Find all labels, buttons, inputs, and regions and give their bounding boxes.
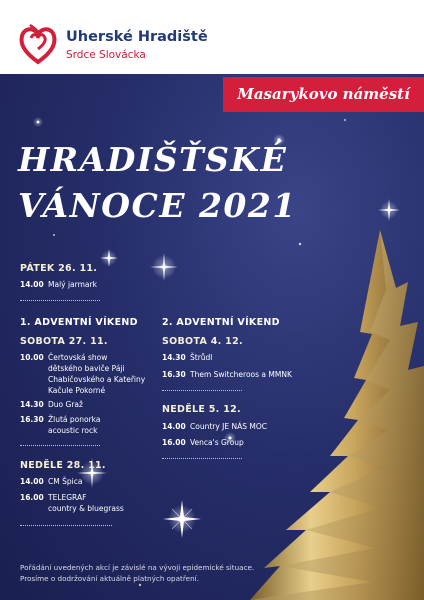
event-item [20,279,170,291]
event-name: Štrůdl [190,353,213,362]
event-item [20,414,170,438]
dotted-divider [162,458,242,459]
small-star-icon [344,119,346,121]
event-item [162,352,312,364]
event-item [20,476,170,488]
day-heading-saturday-1: SOBOTA 27. 11. [20,336,108,347]
event-time: 14.30 [20,400,44,409]
title-line-2: VÁNOCE 2021 [18,186,297,225]
golden-christmas-tree-icon [240,230,424,600]
event-name: Them Switcheroos a MMNK [190,370,292,379]
star-7-icon [33,117,43,127]
event-time: 14.00 [20,280,44,289]
event-time: 14.00 [162,422,186,431]
heart-logo-icon [18,22,58,66]
event-item [162,421,312,433]
event-item [162,369,312,381]
dotted-divider [20,445,100,446]
event-time: 16.30 [20,415,44,424]
star-3-icon [378,199,400,221]
day-heading-saturday-2: SOBOTA 4. 12. [162,336,243,347]
small-star-icon [53,234,55,236]
event-name: Venca's Group [190,438,244,447]
event-time: 14.30 [162,353,186,362]
day-heading-sunday-1: NEDĚLE 28. 11. [20,460,106,471]
event-name: Malý jarmark [48,280,97,289]
star-1-icon [150,253,178,281]
venue-banner: Masarykovo náměstí [223,77,424,112]
event-name: Žlutá ponorka acoustic rock [48,415,101,435]
event-item [20,492,170,516]
dotted-divider [20,300,100,301]
event-time: 16.30 [162,370,186,379]
event-time: 16.00 [20,493,44,502]
day-heading-friday: PÁTEK 26. 11. [20,263,98,274]
event-item [20,352,170,398]
dotted-divider [20,525,112,526]
star-2-icon [100,249,118,267]
footer-note: Pořádání uvedených akcí je závislé na vývoji epidemické situace. Prosíme o dodržování aktuálně platných opatření. [20,563,255,583]
event-name: Čertovská show dětského baviče Páji Chabičovského a Kateřiny Kačule Pokorné [48,353,146,395]
section-heading-advent-1: 1. ADVENTNÍ VÍKEND [20,317,138,328]
dotted-divider [162,390,242,391]
title-line-1: HRADIŠŤSKÉ [18,140,288,179]
header-bar [0,0,424,74]
event-time: 16.00 [162,438,186,447]
section-heading-advent-2: 2. ADVENTNÍ VÍKEND [162,317,280,328]
event-name: Country JE NÁS MOC [190,422,268,431]
brand-tagline: Srdce Slovácka [66,49,146,61]
event-name: TELEGRAF country & bluegrass [48,493,124,513]
day-heading-sunday-2: NEDĚLE 5. 12. [162,404,241,415]
brand-name: Uherské Hradiště [66,29,208,45]
event-name: Duo Graž [48,400,83,409]
small-star-icon [139,584,141,586]
event-name: CM Špica [48,477,83,486]
event-time: 10.00 [20,353,44,362]
event-item [20,399,170,411]
event-time: 14.00 [20,477,44,486]
event-item [162,437,312,449]
